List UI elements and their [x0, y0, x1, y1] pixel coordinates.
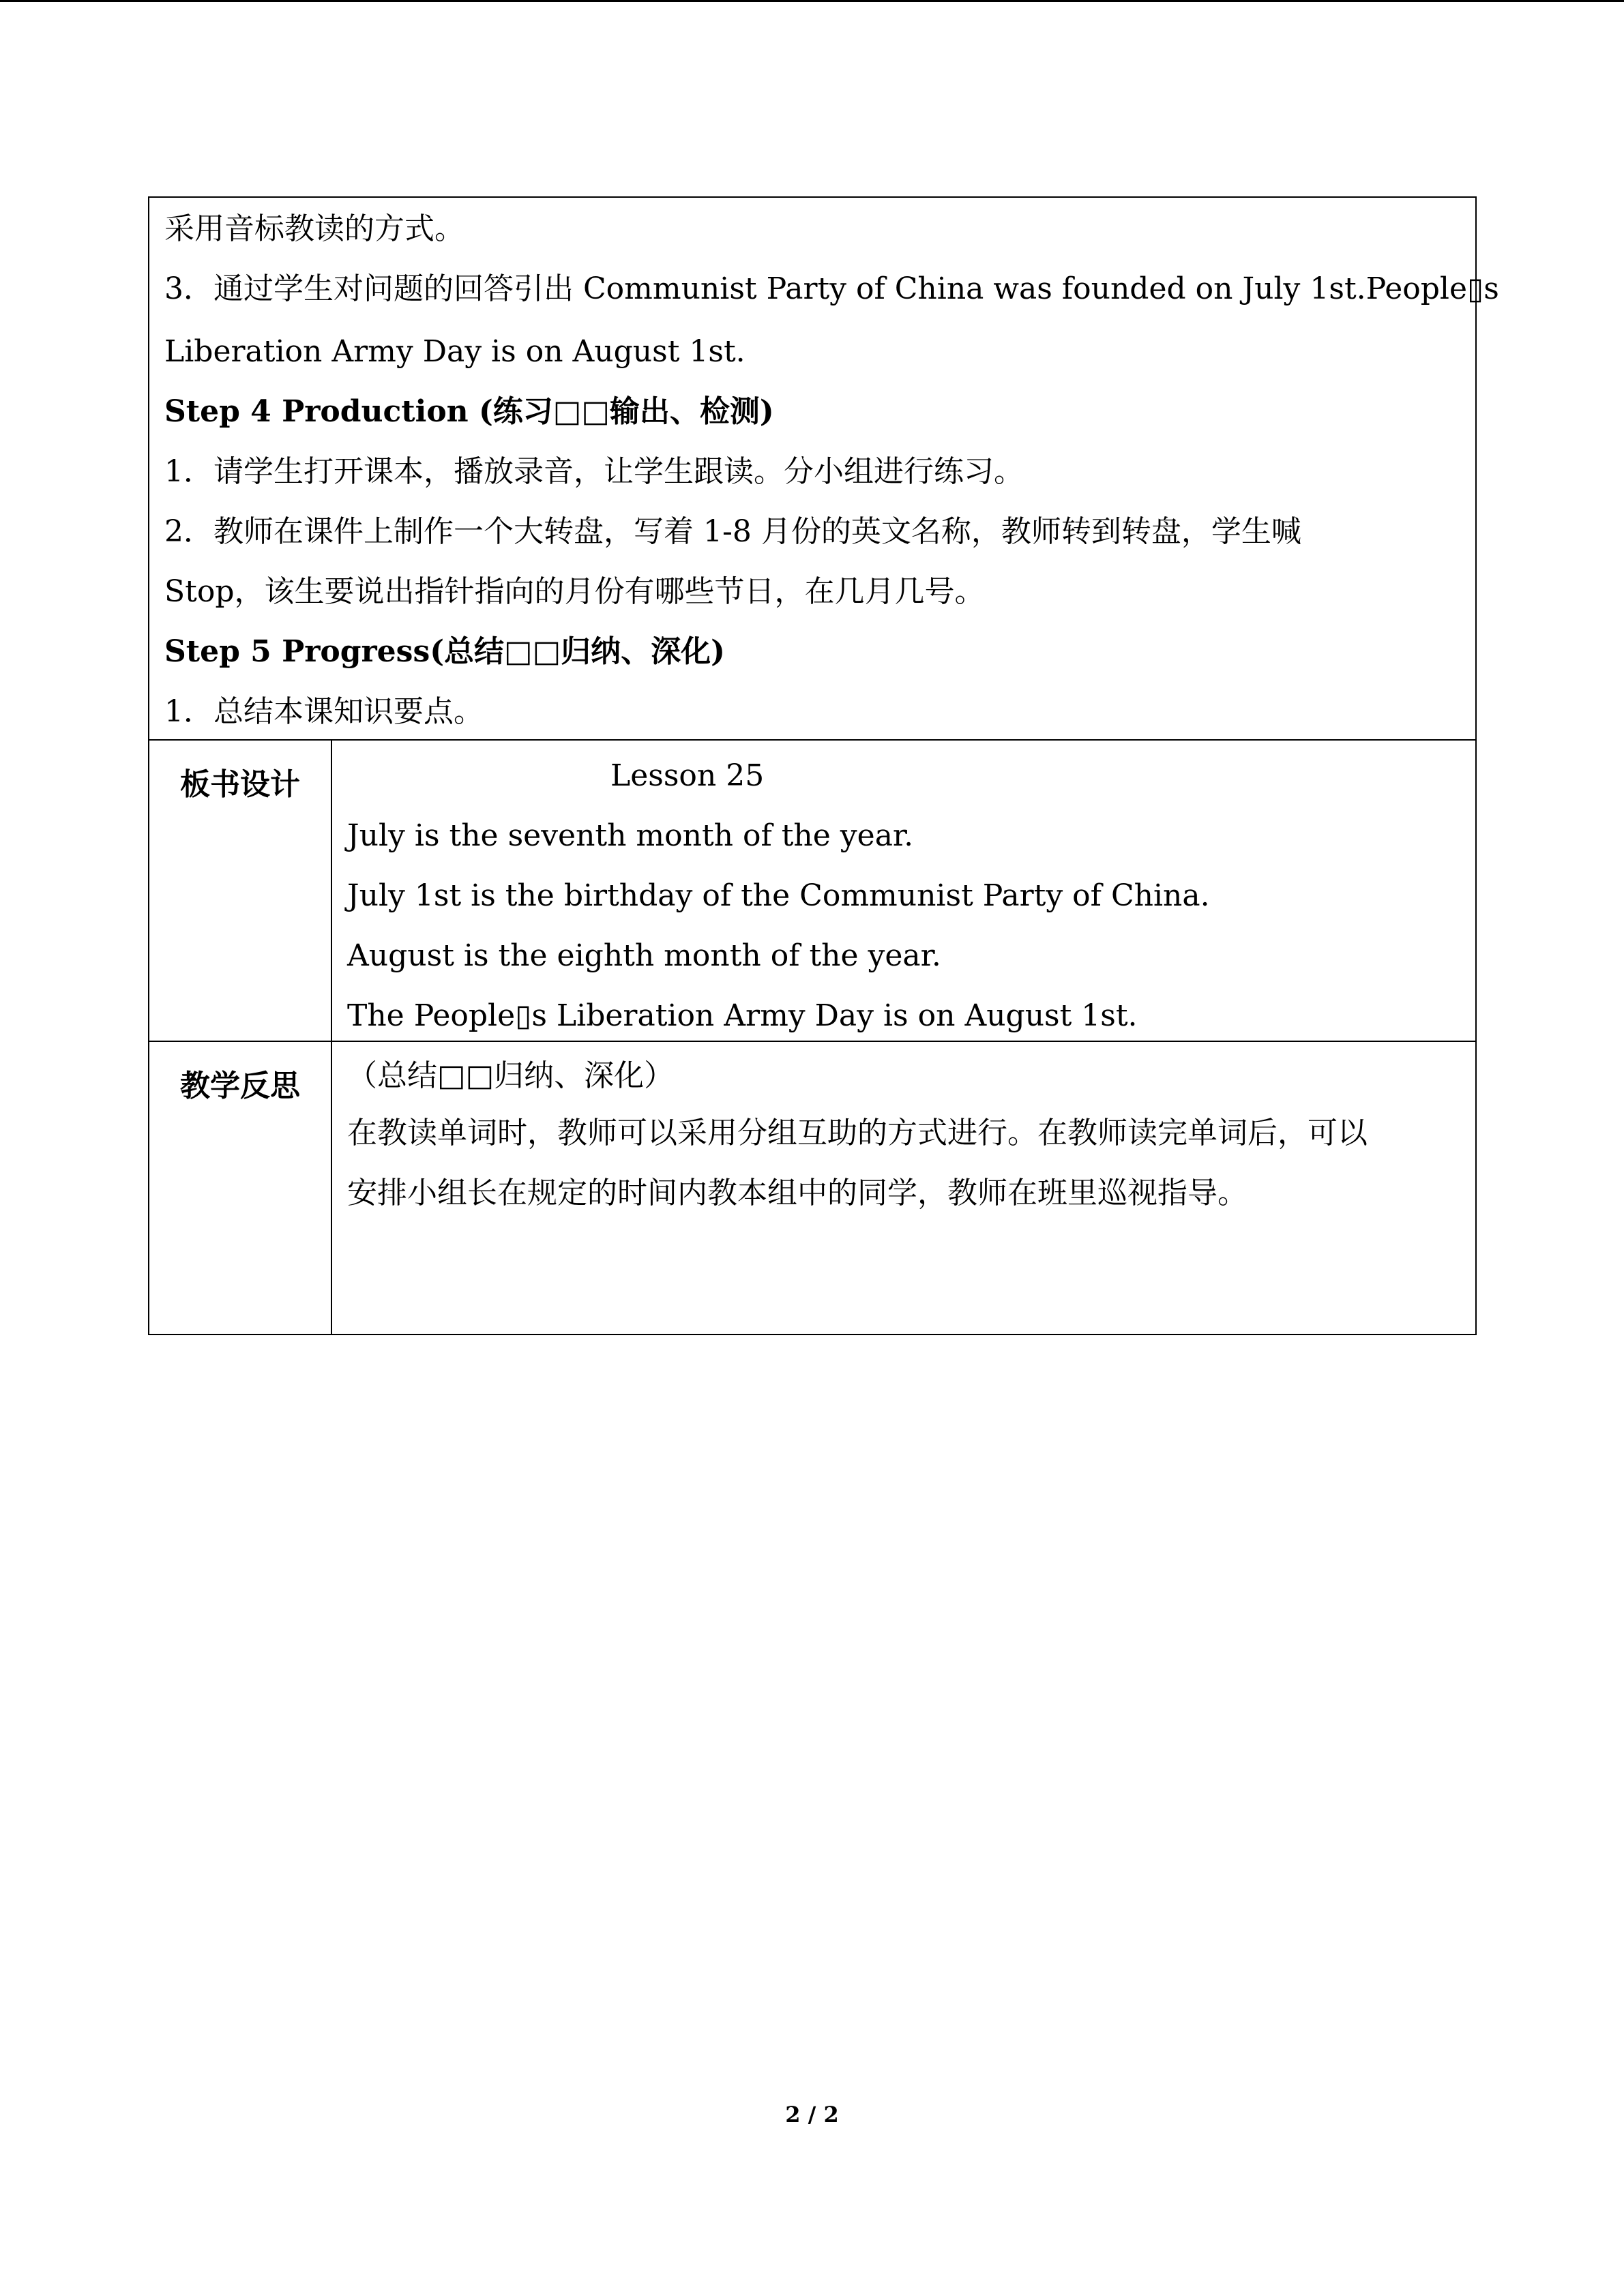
- procedure-row: [149, 198, 1499, 739]
- board-line-3: August is the eighth month of the year.: [347, 938, 941, 973]
- reflection-line-3: 安排小组长在规定的时间内教本组中的同学，教师在班里巡视指导。: [347, 1176, 1247, 1210]
- reflection-line-2: 在教读单词时，教师可以采用分组互助的方式进行。在教师读完单词后，可以: [347, 1116, 1368, 1150]
- lesson-plan-table: [148, 196, 1499, 1335]
- board-title: Lesson 25: [610, 758, 765, 793]
- board-line-4: The People▯s Liberation Army Day is on August 1st.: [347, 998, 1138, 1033]
- board-line-1: July is the seventh month of the year.: [347, 818, 914, 853]
- board-line-2: July 1st is the birthday of the Communist Party of China.: [347, 878, 1210, 913]
- reflection-row: [149, 1041, 1475, 1334]
- procedure-line-2: [164, 269, 1499, 310]
- step5-heading: Step 5 Progress(总结□□归纳、深化): [164, 634, 725, 669]
- board-design-content: [332, 741, 1475, 1041]
- procedure-line-2-text: 3．通过学生对问题的回答引出 Communist Party of China was founded on July 1st.People▯s: [164, 271, 1499, 306]
- procedure-line-1: 采用音标教读的方式。: [164, 211, 464, 246]
- board-design-label: 板书设计: [149, 741, 332, 1041]
- reflection-label: 教学反思: [149, 1042, 332, 1334]
- step4-heading: Step 4 Production (练习□□输出、检测): [164, 394, 774, 429]
- procedure-line-7: Stop，该生要说出指针指向的月份有哪些节日，在几月几号。: [164, 574, 985, 609]
- board-design-row: [149, 739, 1475, 1041]
- top-border-line: [0, 0, 1624, 2]
- procedure-line-6: 2．教师在课件上制作一个大转盘，写着 1-8 月份的英文名称，教师转到转盘，学生喊: [164, 514, 1301, 549]
- procedure-line-9: 1．总结本课知识要点。: [164, 694, 484, 729]
- procedure-line-3: Liberation Army Day is on August 1st.: [164, 334, 745, 369]
- procedure-line-5: 1．请学生打开课本，播放录音，让学生跟读。分小组进行练习。: [164, 454, 1024, 489]
- reflection-content: [332, 1042, 1475, 1334]
- reflection-line-1: （总结□□归纳、深化）: [347, 1058, 675, 1093]
- page-number: 2 / 2: [785, 2102, 839, 2128]
